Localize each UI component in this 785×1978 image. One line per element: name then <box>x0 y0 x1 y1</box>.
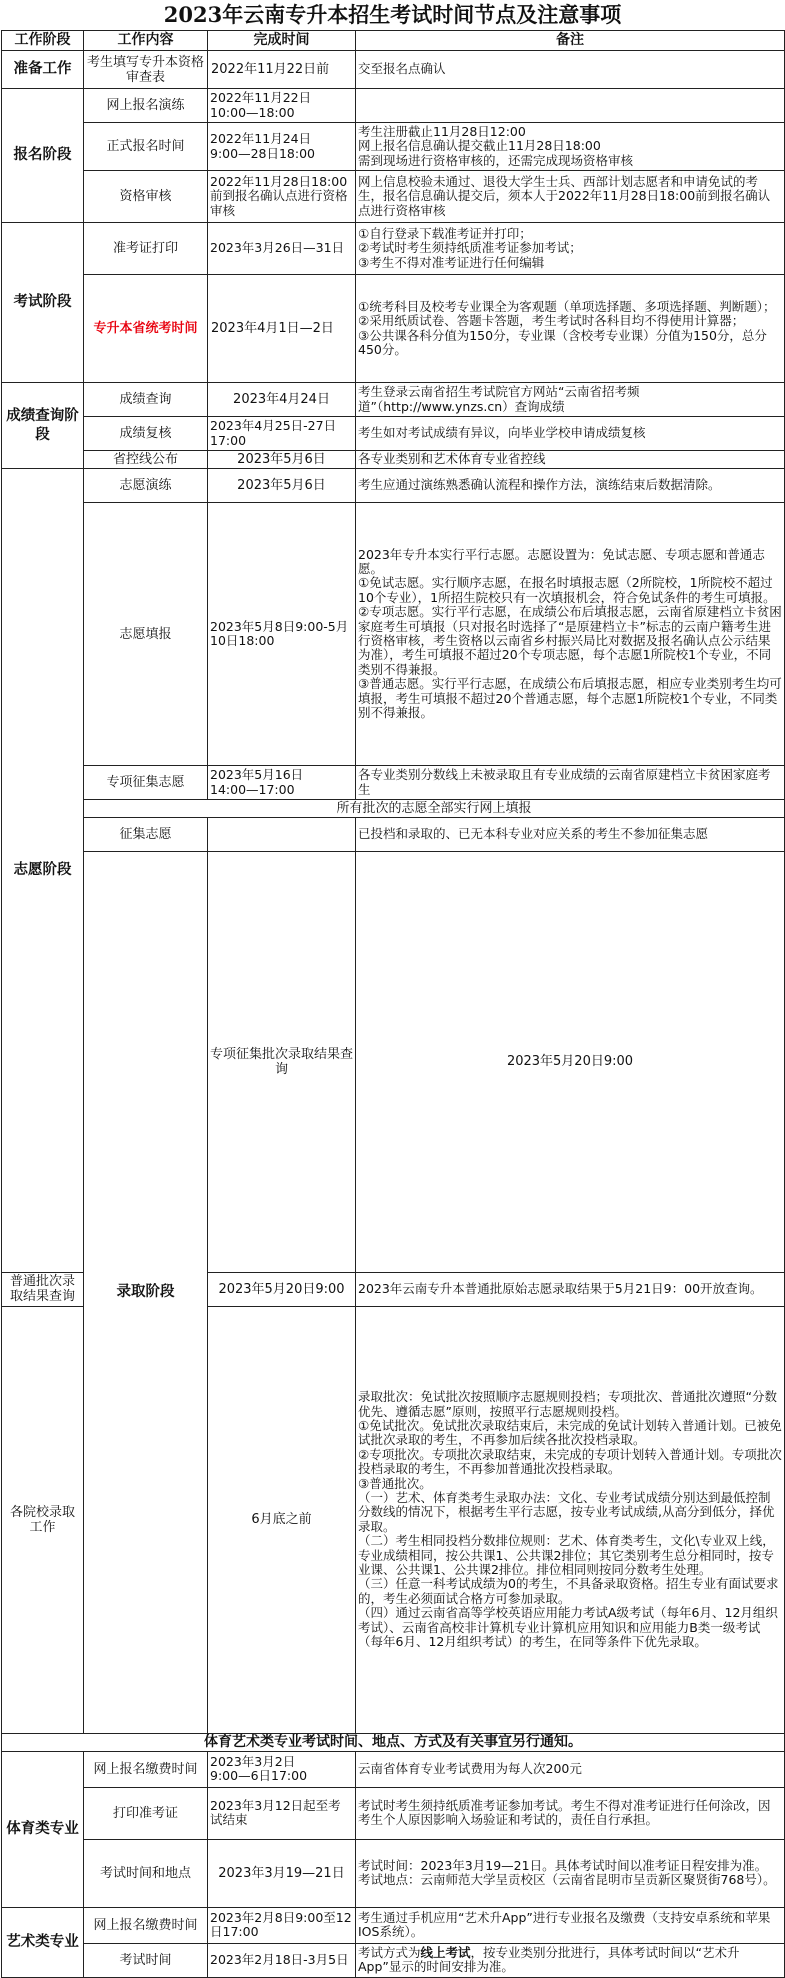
table-row <box>2 417 785 451</box>
row-note: ①自行登录下载准考证并打印； ②考试时考生须持纸质准考证参加考试； ③考生不得对准考证进行任何编辑 <box>356 223 785 275</box>
header-content: 工作内容 <box>84 31 208 51</box>
table-row <box>2 818 785 852</box>
row-content: 成绩复核 <box>84 417 208 451</box>
table-row <box>2 223 785 275</box>
row-time: 2023年5月20日9:00 <box>208 1272 356 1306</box>
row-time: 2022年11月24日 9:00—28日18:00 <box>208 123 356 171</box>
row-time: 2023年4月1日—2日 <box>208 275 356 383</box>
row-content: 征集志愿 <box>84 818 208 852</box>
stage-volunteer: 志愿阶段 <box>2 469 84 1273</box>
schedule-table <box>1 30 785 1978</box>
row-time: 6月底之前 <box>208 1306 356 1733</box>
note-bold-online-exam: 线上考试 <box>420 1944 471 1960</box>
table-row <box>2 51 785 89</box>
table-row <box>2 1751 785 1787</box>
document-title: 2023年云南专升本招生考试时间节点及注意事项 <box>163 2 622 27</box>
row-note: 各专业类别分数线上未被录取且有专业成绩的云南省原建档立卡贫困家庭考生 <box>356 766 785 800</box>
table-row <box>2 1907 785 1943</box>
row-note: 考试时间：2023年3月19—21日。具体考试时间以准考证日程安排为准。 考试地点：云南师范大学呈贡校区（云南省昆明市呈贡新区聚贤街768号）。 <box>356 1839 785 1907</box>
row-time: 2023年5月6日 <box>208 451 356 469</box>
stage-sport: 体育类专业 <box>2 1751 84 1907</box>
row-content: 志愿演练 <box>84 469 208 503</box>
row-note <box>356 1943 785 1977</box>
table-row <box>2 383 785 417</box>
stage-art: 艺术类专业 <box>2 1907 84 1977</box>
row-time: 2023年3月19—21日 <box>208 1839 356 1907</box>
stage-exam: 考试阶段 <box>2 223 84 383</box>
stage-registration: 报名阶段 <box>2 89 84 223</box>
row-note: 已投档和录取的、已无本科专业对应关系的考生不参加征集志愿 <box>356 818 785 852</box>
table-row <box>2 800 785 818</box>
table-row <box>2 123 785 171</box>
row-time: 2023年5月20日9:00 <box>356 852 785 1273</box>
row-note: 考生应通过演练熟悉确认流程和操作方法，演练结束后数据清除。 <box>356 469 785 503</box>
row-content: 普通批次录取结果查询 <box>2 1272 84 1306</box>
row-note: 考生通过手机应用“艺术升App”进行专业报名及缴费（支持安卓系统和苹果IOS系统）。 <box>356 1907 785 1943</box>
row-time: 2022年11月22日 10:00—18:00 <box>208 89 356 123</box>
row-time <box>208 818 356 852</box>
row-content-highlight: 专升本省统考时间 <box>84 275 208 383</box>
table-row <box>2 1943 785 1977</box>
row-note: 考生如对考试成绩有异议，向毕业学校申请成绩复核 <box>356 417 785 451</box>
row-content: 专项征集批次录取结果查询 <box>208 852 356 1273</box>
row-note: 考生注册截止11月28日12:00 网上报名信息确认提交截止11月28日18:00 需到现场进行资格审核的，还需完成现场资格审核 <box>356 123 785 171</box>
row-time: 2023年3月2日 9:00—6日17:00 <box>208 1751 356 1787</box>
table-row <box>2 503 785 766</box>
row-content: 正式报名时间 <box>84 123 208 171</box>
row-note: 2023年云南专升本普通批原始志愿录取结果于5月21日9：00开放查询。 <box>356 1272 785 1306</box>
row-note: 考生登录云南省招生考试院官方网站“云南省招考频道”（http://www.ynzs.cn）查询成绩 <box>356 383 785 417</box>
row-time: 2023年2月18日-3月5日 <box>208 1943 356 1977</box>
row-content: 考试时间 <box>84 1943 208 1977</box>
row-note: 交至报名点确认 <box>356 51 785 89</box>
row-time: 2023年2月8日9:00至12日17:00 <box>208 1907 356 1943</box>
sport-art-notice: 体育艺术类专业考试时间、地点、方式及有关事宜另行通知。 <box>2 1733 785 1751</box>
row-time: 2023年3月26日—31日 <box>208 223 356 275</box>
note-rest: ，按专业类别分批进行，具体考试时间以“艺术升App”显示的时间安排为准。 <box>358 1944 740 1975</box>
row-content: 考生填写专升本资格审查表 <box>84 51 208 89</box>
row-time: 2022年11月22日前 <box>208 51 356 89</box>
row-content: 准考证打印 <box>84 223 208 275</box>
table-row <box>2 451 785 469</box>
row-content: 专项征集志愿 <box>84 766 208 800</box>
stage-admission: 录取阶段 <box>84 852 208 1734</box>
row-content: 考试时间和地点 <box>84 1839 208 1907</box>
row-time: 2023年5月6日 <box>208 469 356 503</box>
table-row <box>2 766 785 800</box>
row-content: 打印准考证 <box>84 1787 208 1839</box>
row-content: 网上报名演练 <box>84 89 208 123</box>
row-time: 2023年4月25日-27日17:00 <box>208 417 356 451</box>
table-row <box>2 469 785 503</box>
row-note <box>356 89 785 123</box>
row-note: ①统考科目及校考专业课全为客观题（单项选择题、多项选择题、判断题）； ②采用纸质试卷、答题卡答题，考生考试时各科目均不得使用计算器； ③公共课各科分值为150分，专业课（含校考专业课）分值为150分，总分450分。 <box>356 275 785 383</box>
row-note: 考试时考生须持纸质准考证参加考试。考生不得对准考证进行任何涂改，因考生个人原因影响入场验证和考试的，责任自行承担。 <box>356 1787 785 1839</box>
note-prefix: 考试方式为 <box>358 1944 421 1960</box>
stage-prep: 准备工作 <box>2 51 84 89</box>
row-content: 各院校录取工作 <box>2 1306 84 1733</box>
row-content: 资格审核 <box>84 171 208 223</box>
row-note: 2023年专升本实行平行志愿。志愿设置为：免试志愿、专项志愿和普通志愿。 ①免试志愿。实行顺序志愿，在报名时填报志愿（2所院校，1所院校不超过10个专业），1所招生院校只有一次填报机会，符合免试条件的考生可填报。 ②专项志愿。实行平行志愿，在成绩公布后填报志愿，云南省原建档立卡贫困家庭考生可填报（只对报名时选择了“是原建档立卡”标志的云南户籍考生进行资格审核，考生资格以云南省乡村振兴局比对数据及报名确认点公示结果为准），考生可填报不超过20个专项志愿，每个志愿1所院校1个专业，不同类别不得兼报。 ③普通志愿。实行平行志愿，在成绩公布后填报志愿，相应专业类别考生均可填报，考生可填报不超过20个普通志愿，每个志愿1所院校1个专业，不同类别不得兼报。 <box>356 503 785 766</box>
online-fill-notice: 所有批次的志愿全部实行网上填报 <box>84 800 785 818</box>
table-row <box>2 89 785 123</box>
row-content: 网上报名缴费时间 <box>84 1751 208 1787</box>
table-row <box>2 852 785 1273</box>
row-time: 2023年5月8日9:00-5月10日18:00 <box>208 503 356 766</box>
row-content: 省控线公布 <box>84 451 208 469</box>
table-header-row <box>2 31 785 51</box>
row-content: 网上报名缴费时间 <box>84 1907 208 1943</box>
table-row <box>2 171 785 223</box>
row-note: 网上信息校验未通过、退役大学生士兵、西部计划志愿者和申请免试的考生，报名信息确认提交后，须本人于2022年11月28日18:00前到报名确认点进行资格审核 <box>356 171 785 223</box>
stage-score: 成绩查询阶段 <box>2 383 84 469</box>
table-row <box>2 1787 785 1839</box>
row-time: 2023年3月12日起至考试结束 <box>208 1787 356 1839</box>
table-row <box>2 1733 785 1751</box>
row-content: 志愿填报 <box>84 503 208 766</box>
header-note: 备注 <box>356 31 785 51</box>
row-note: 各专业类别和艺术体育专业省控线 <box>356 451 785 469</box>
table-row <box>2 275 785 383</box>
table-row <box>2 1839 785 1907</box>
row-content: 成绩查询 <box>84 383 208 417</box>
row-time: 2023年4月24日 <box>208 383 356 417</box>
row-note: 云南省体育专业考试费用为每人次200元 <box>356 1751 785 1787</box>
header-time: 完成时间 <box>208 31 356 51</box>
row-note: 录取批次：免试批次按照顺序志愿规则投档；专项批次、普通批次遵照“分数优先、遵循志愿”原则，按照平行志愿规则投档。 ①免试批次。免试批次录取结束后，未完成的免试计划转入普通计划。已被免试批次录取的考生，不再参加后续各批次投档录取。 ②专项批次。专项批次录取结束，未完成的专项计划转入普通计划。专项批次投档录取的考生，不再参加普通批次投档录取。 ③普通批次。 （一）艺术、体育类考生录取办法：文化、专业考试成绩分别达到最低控制分数线的情况下，根据考生平行志愿，按专业考试成绩,从高分到低分，择优录取。 （二）考生相同投档分数排位规则：艺术、体育类考生，文化\专业双上线，专业成绩相同，按公共课1、公共课2排位；其它类别考生总分相同时，按专业课、公共课1、公共课2排位。排位相同则按同分数考生处理。 （三）任意一科考试成绩为0的考生，不具备录取资格。招生专业有面试要求的，考生必须面试合格方可参加录取。 （四）通过云南省高等学校英语应用能力考试A级考试（每年6月、12月组织考试）、云南省高校非计算机专业计算机应用知识和应用能力B类一级考试（每年6月、12月组织考试）的考生，在同等条件下优先录取。 <box>356 1306 785 1733</box>
row-time: 2023年5月16日 14:00—17:00 <box>208 766 356 800</box>
header-stage: 工作阶段 <box>2 31 84 51</box>
row-time: 2022年11月28日18:00前到报名确认点进行资格审核 <box>208 171 356 223</box>
